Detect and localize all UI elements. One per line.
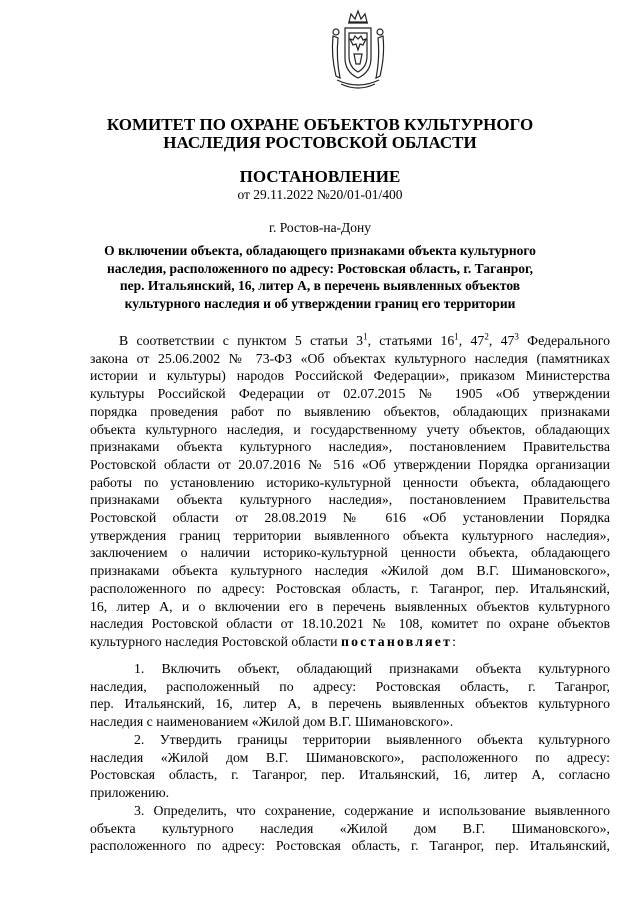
document-date-number: от 29.11.2022 №20/01-01/400: [237, 187, 403, 202]
item-line: 3. Определить, что сохранение, содержание и использование выявленного: [134, 803, 610, 818]
preamble-line: работы по установлению историко-культурной ценности объекта, обладающего: [90, 474, 610, 490]
resolution-item-1: [90, 660, 610, 731]
superscript: 2: [484, 331, 489, 342]
preamble-text: культурного наследия Ростовской области: [90, 633, 341, 649]
organization-name-line1: КОМИТЕТ ПО ОХРАНЕ ОБЪЕКТОВ КУЛЬТУРНОГО: [106, 115, 534, 134]
preamble-text: , статьями 16: [367, 333, 455, 348]
item-line: объекта культурного наследия «Жилой дом В.Г. Шимановского»,: [90, 820, 610, 836]
resolution-item-2: [90, 731, 610, 802]
preamble-line: наследия Ростовской области от 18.10.2021 № 108, комитет по охране объектов: [90, 616, 610, 632]
coat-of-arms-emblem: [327, 6, 389, 92]
preamble-text: , 47: [458, 333, 485, 348]
preamble-paragraph: [90, 332, 610, 651]
preamble-line: объекта культурного наследия, и государственному учету объектов, обладающих: [90, 421, 610, 437]
item-line: приложению.: [90, 785, 170, 801]
item-line: 1. Включить объект, обладающий признаками объекта культурного: [134, 661, 610, 676]
preamble-text: В соответствии с пунктом 5 статьи 3: [119, 333, 364, 348]
preamble-line: Ростовской области от 28.08.2019 № 616 «Об установлении Порядка: [90, 510, 610, 526]
document-type-title: ПОСТАНОВЛЕНИЕ: [239, 167, 401, 186]
preamble-line: культуры Российской Федерации от 02.07.2015 № 1905 «Об утверждении: [90, 386, 610, 402]
organization-name: [60, 116, 580, 152]
preamble-line: [90, 332, 610, 350]
document-city: г. Ростов-на-Дону: [268, 220, 371, 235]
document-subject: [90, 242, 550, 312]
subject-line: пер. Итальянский, 16, литер А, в перечень выявленных объектов: [119, 278, 521, 294]
preamble-line: расположенного по адресу: Ростовская область, г. Таганрог, пер. Итальянский,: [90, 580, 610, 596]
item-line: наследия «Жилой дом В.Г. Шимановского», расположенного по адресу:: [90, 749, 610, 765]
preamble-line: заключением о наличии историко-культурной ценности объекта, обладающего: [90, 545, 610, 561]
item-line: пер. Итальянский, 16, литер А, в перечень выявленных объектов культурного: [90, 696, 610, 712]
subject-line: О включении объекта, обладающего признаками объекта культурного: [104, 243, 536, 258]
preamble-text: :: [452, 633, 456, 649]
item-line: наследия с наименованием «Жилой дом В.Г. Шимановского».: [90, 714, 454, 730]
preamble-line: истории и культуры) народов Российской Федерации», приказом Министерства: [90, 368, 610, 384]
preamble-line: порядка проведения работ по выявлению объектов, обладающих признаками: [90, 403, 610, 419]
preamble-line: утверждения границ территории выявленного объекта культурного наследия»,: [90, 527, 610, 543]
item-line: Ростовская область, г. Таганрог, пер. Итальянский, 16, литер А, согласно: [90, 767, 610, 783]
resolution-keyword: постановляет: [341, 633, 453, 649]
resolution-item-3: [90, 802, 610, 855]
organization-name-line2: НАСЛЕДИЯ РОСТОВСКОЙ ОБЛАСТИ: [163, 133, 477, 152]
preamble-line: Ростовской области от 20.07.2016 № 516 «Об утверждении Порядка организации: [90, 456, 610, 472]
preamble-line: 16, литер А, и о включении его в перечень выявленных объектов культурного: [90, 598, 610, 614]
superscript: 3: [514, 331, 519, 342]
item-line: 2. Утвердить границы территории выявленного объекта культурного: [134, 732, 610, 747]
item-line: наследия, расположенный по адресу: Ростовская область, г. Таганрог,: [90, 678, 610, 694]
subject-line: культурного наследия и об утверждении границ его территории: [124, 295, 516, 311]
preamble-line: [90, 633, 610, 651]
preamble-line: признаками объекта культурного наследия», постановлением Правительства: [90, 492, 610, 508]
superscript: 1: [454, 331, 459, 342]
preamble-line: признаками объекта культурного наследия «Жилой дом В.Г. Шимановского»,: [90, 563, 610, 579]
superscript: 1: [363, 331, 368, 342]
preamble-text: , 47: [488, 333, 515, 348]
preamble-line: признаками объекта культурного наследия», постановлением Правительства: [90, 439, 610, 455]
preamble-line: закона от 25.06.2002 № 73-ФЗ «Об объектах культурного наследия (памятниках: [90, 350, 610, 366]
item-line: расположенного по адресу: Ростовская область, г. Таганрог, пер. Итальянский,: [90, 838, 610, 854]
subject-line: наследия, расположенного по адресу: Ростовская область, г. Таганрог,: [106, 260, 534, 276]
preamble-text: Федерального: [518, 333, 610, 348]
